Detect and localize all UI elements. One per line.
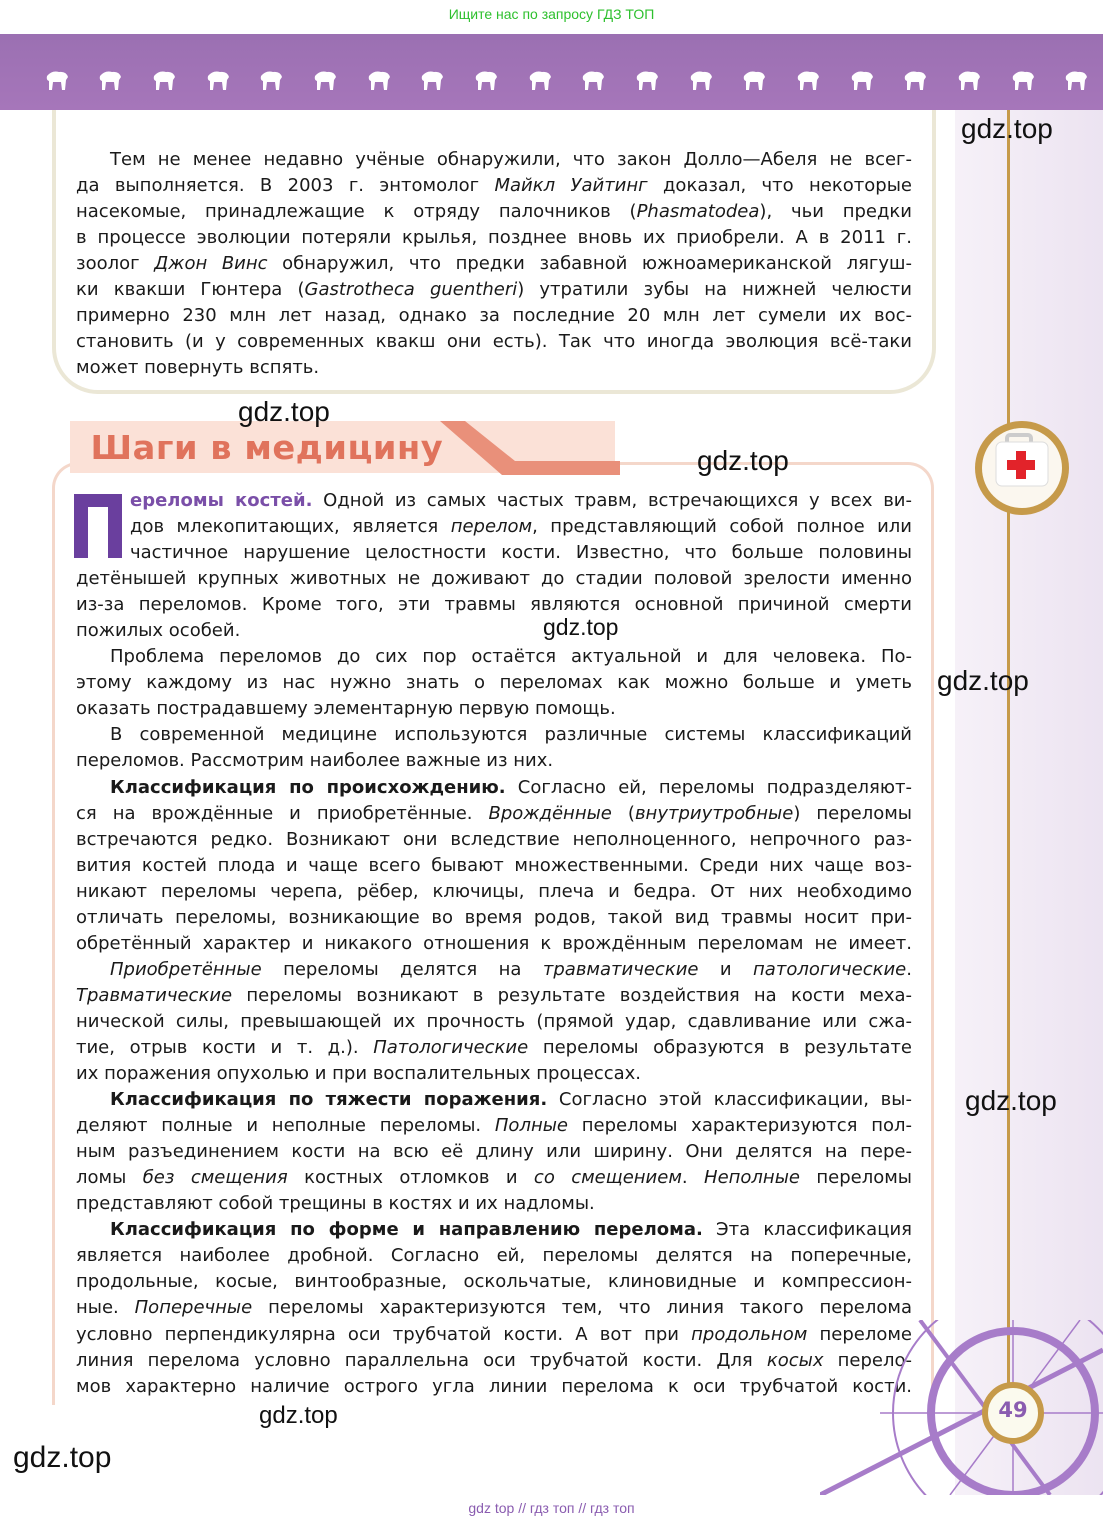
italic-term: Травматические — [76, 984, 233, 1006]
page-number-rosette — [820, 1320, 1103, 1495]
text-run: вития костей плода и чаще всего бывают множественными. Среди них чаще воз- — [76, 854, 912, 876]
text-line — [76, 775, 912, 801]
text-run: и — [698, 958, 754, 980]
text-run: переломы делятся на — [261, 958, 543, 980]
whale-icon — [942, 68, 996, 96]
text-run: переломе — [807, 1323, 912, 1345]
text-run: ся на врождённые и приобретённые. — [76, 802, 489, 824]
italic-term: перелом — [450, 516, 533, 538]
italic-term: Врождённые — [488, 802, 612, 824]
scorpion-icon — [137, 68, 191, 96]
text-line — [76, 722, 912, 748]
text-line — [76, 277, 912, 303]
text-run: их поражения опухолью и при воспалительных процессах. — [76, 1063, 642, 1085]
italic-term: Phasmatodea — [636, 201, 760, 223]
text-run: оказать пострадавшему элементарную первую помощь. — [76, 698, 616, 720]
gold-margin-line — [1007, 110, 1010, 1400]
watermark: gdz.top — [697, 445, 789, 476]
text-line — [76, 618, 912, 644]
text-run: переломов. Рассмотрим наиболее важные из них. — [76, 750, 554, 772]
text-run: может повернуть вспять. — [76, 357, 320, 379]
section-title: Шаги в медицину — [90, 428, 444, 467]
italic-term: со смещением — [533, 1167, 682, 1189]
text-run: встречаются редко. Возникают они вследствие неполноценного, непрочного раз- — [76, 828, 912, 850]
bold-term: Классификация по происхождению. — [110, 776, 506, 798]
text-run: . — [906, 958, 912, 980]
text-line — [76, 670, 912, 696]
text-line — [76, 199, 912, 225]
text-run: детёнышей крупных животных не доживают до стадии половой зрелости именно — [76, 568, 912, 590]
text-line — [76, 1243, 912, 1269]
text-run: Согласно этой классификации, вы- — [547, 1089, 912, 1111]
text-line — [76, 1139, 912, 1165]
text-line — [76, 1035, 912, 1061]
bird-icon — [245, 68, 299, 96]
italic-term: Неполные — [704, 1167, 800, 1189]
horse-icon — [191, 68, 245, 96]
italic-term: Gastrotheca guentheri — [304, 279, 518, 301]
watermark: gdz.top — [13, 1441, 112, 1474]
text-run: ным разъединением кости на всю её длину или ширину. Они делятся на пере- — [76, 1141, 912, 1163]
text-run: ные. — [76, 1297, 135, 1319]
text-run: Согласно ей, переломы подразделяют- — [505, 776, 912, 798]
text-run: мов характерно наличие острого угла линии перелома к оси трубчатой кости. — [76, 1375, 912, 1397]
text-line — [76, 1217, 912, 1243]
text-run: Проблема переломов до сих пор остаётся актуальной и для человека. По- — [110, 646, 912, 668]
text-run: зоолог — [76, 253, 155, 275]
text-line — [76, 1165, 912, 1191]
text-line — [76, 147, 912, 173]
text-run: линия перелома условно параллельна оси трубчатой кости. Для — [76, 1349, 767, 1371]
text-run: дов млекопитающих, является — [130, 516, 451, 538]
search-hint: Ищите нас по запросу ГДЗ ТОП — [448, 6, 655, 22]
text-run: . — [681, 1167, 705, 1189]
watermark: gdz.top — [961, 113, 1053, 144]
text-run: доказал, что некоторые — [647, 175, 912, 197]
text-line — [76, 173, 912, 199]
text-line — [76, 1061, 912, 1087]
butterfly-icon — [674, 68, 728, 96]
title-band-diagonal — [420, 421, 620, 475]
bull-icon — [513, 68, 567, 96]
info-box-text — [76, 147, 912, 381]
butterfly-icon — [84, 68, 138, 96]
text-run: ки квакши Гюнтера ( — [76, 279, 305, 301]
text-line — [76, 1374, 912, 1400]
giraffe-icon — [1049, 68, 1103, 96]
text-line — [76, 225, 912, 251]
text-line — [76, 696, 912, 722]
text-run: перело- — [823, 1349, 912, 1371]
italic-term: Полные — [494, 1115, 568, 1137]
text-run: переломы — [799, 1167, 913, 1189]
text-line — [76, 540, 912, 566]
text-line — [76, 592, 912, 618]
text-line — [76, 251, 912, 277]
italic-term: продольном — [691, 1323, 808, 1345]
main-text — [76, 488, 912, 1400]
text-line — [76, 303, 912, 329]
text-run: представляют собой трещины в костях и их надломы. — [76, 1193, 595, 1215]
text-run: ломы — [76, 1167, 143, 1189]
text-run: ), чьи предки — [759, 201, 912, 223]
goat-icon — [352, 68, 406, 96]
text-line — [76, 566, 912, 592]
text-run: Эта классификация — [702, 1219, 912, 1241]
text-line — [76, 853, 912, 879]
text-line — [76, 931, 912, 957]
text-line — [76, 329, 912, 355]
italic-term: Патологические — [373, 1036, 529, 1058]
text-line — [76, 1191, 912, 1217]
text-run: да выполняется. В 2003 г. энтомолог — [76, 175, 495, 197]
insect-icon — [459, 68, 513, 96]
text-line — [76, 355, 912, 381]
italic-term: Джон Винс — [154, 253, 268, 275]
italic-term: без смещения — [142, 1167, 288, 1189]
text-run: пожилых особей. — [76, 620, 241, 642]
watermark: gdz.top — [259, 1402, 338, 1429]
text-run: В современной медицине используются различные системы классификаций — [110, 724, 912, 746]
text-run: деляют полные и неполные переломы. — [76, 1115, 495, 1137]
text-run: насекомые, принадлежащие к отряду палочников ( — [76, 201, 637, 223]
bold-term: ереломы костей. — [130, 490, 313, 511]
giraffe-icon — [406, 68, 460, 96]
text-run: ( — [611, 802, 635, 824]
italic-term: косых — [766, 1349, 824, 1371]
text-line — [76, 748, 912, 774]
text-run: никают переломы черепа, рёбер, ключицы, плеча и бедра. От них необходимо — [76, 880, 912, 902]
side-decor-strip — [955, 110, 1103, 1495]
italic-term: внутриутробные — [634, 802, 794, 824]
goat-icon — [996, 68, 1050, 96]
text-line — [76, 1269, 912, 1295]
watermark: gdz.top — [543, 614, 619, 640]
text-line — [76, 983, 912, 1009]
text-run: ) утратили зубы на нижней челюсти — [517, 279, 912, 301]
text-run: условно перпендикулярна оси трубчатой кости. А вот при — [76, 1323, 692, 1345]
italic-term: Майкл Уайтинг — [494, 175, 648, 197]
italic-term: Приобретённые — [110, 958, 262, 980]
text-run: продольные, косые, винтообразные, оскольчатые, клиновидные и компрессион- — [76, 1271, 912, 1293]
bold-term: Классификация по форме и направлению перелома. — [110, 1219, 703, 1241]
text-run: этому каждому из нас нужно знать о переломах как можно больше и уметь — [76, 672, 912, 694]
text-run: является наиболее дробной. Согласно ей, переломы делятся на поперечные, — [76, 1245, 912, 1267]
text-run: переломы характеризуются пол- — [568, 1115, 912, 1137]
watermark: gdz.top — [965, 1085, 1057, 1116]
scorpion-icon — [781, 68, 835, 96]
text-run: , представляющий собой полное или — [532, 516, 912, 538]
elephant-icon — [728, 68, 782, 96]
text-run: тие, отрыв кости и т. д.). — [76, 1036, 374, 1058]
text-line — [76, 514, 912, 540]
page-number: 49 — [998, 1398, 1028, 1422]
text-run: нической силы, превышающей их прочность (прямой удар, сдавливание или сжа- — [76, 1010, 912, 1032]
text-run: переломы возникают в результате воздействия на кости меха- — [232, 984, 912, 1006]
text-line — [76, 1087, 912, 1113]
first-aid-kit-icon — [972, 418, 1072, 518]
text-line — [76, 1113, 912, 1139]
text-line — [76, 488, 912, 514]
italic-term: Поперечные — [134, 1297, 253, 1319]
lizard-icon — [620, 68, 674, 96]
text-line — [76, 1009, 912, 1035]
text-run: обнаружил, что предки забавной южноамериканской лягуш- — [267, 253, 912, 275]
text-run: примерно 230 млн лет назад, однако за последние 20 млн лет сумели их вос- — [76, 305, 912, 327]
text-run: частичное нарушение целостности кости. Известно, что больше половины — [130, 542, 912, 564]
text-line — [76, 644, 912, 670]
text-run: Одной из самых частых травм, встречающихся у всех ви- — [312, 490, 912, 511]
text-line — [76, 1322, 912, 1348]
text-line — [76, 957, 912, 983]
footer-watermark: gdz top // гдз топ // гдз топ — [468, 1500, 635, 1516]
text-run: костных отломков и — [287, 1167, 534, 1189]
watermark: gdz.top — [937, 665, 1029, 696]
elephant-icon — [30, 68, 84, 96]
watermark: gdz.top — [238, 396, 330, 427]
animal-header-band — [0, 34, 1103, 110]
text-line — [76, 801, 912, 827]
bird-icon — [889, 68, 943, 96]
text-line — [76, 1348, 912, 1374]
text-run: переломы образуются в результате — [528, 1036, 912, 1058]
kangaroo-icon — [567, 68, 621, 96]
text-run: в процессе эволюции потеряли крылья, позднее вновь их приобрели. А в 2011 г. — [76, 227, 912, 249]
text-run: Тем не менее недавно учёные обнаружили, что закон Долло—Абеля не всег- — [110, 149, 912, 170]
text-line — [76, 1295, 912, 1321]
text-run: становить (и у современных квакш они есть). Так что иногда эволюция всё-таки — [76, 331, 912, 353]
text-run: переломы характеризуются тем, что линия такого перелома — [252, 1297, 912, 1319]
italic-term: патологические — [753, 958, 907, 980]
horse-icon — [835, 68, 889, 96]
italic-term: травматические — [542, 958, 699, 980]
text-line — [76, 905, 912, 931]
whale-icon — [298, 68, 352, 96]
text-run: ) переломы — [793, 802, 913, 824]
text-run: обретённый характер и никакого отношения к врождённым переломам не имеет. — [76, 932, 912, 954]
text-line — [76, 879, 912, 905]
bold-term: Классификация по тяжести поражения. — [110, 1089, 548, 1111]
text-run: из-за переломов. Кроме того, эти травмы являются основной причиной смерти — [76, 594, 912, 616]
text-run: отличать переломы, возникающие во время родов, такой вид травмы носит при- — [76, 906, 912, 928]
text-line — [76, 827, 912, 853]
